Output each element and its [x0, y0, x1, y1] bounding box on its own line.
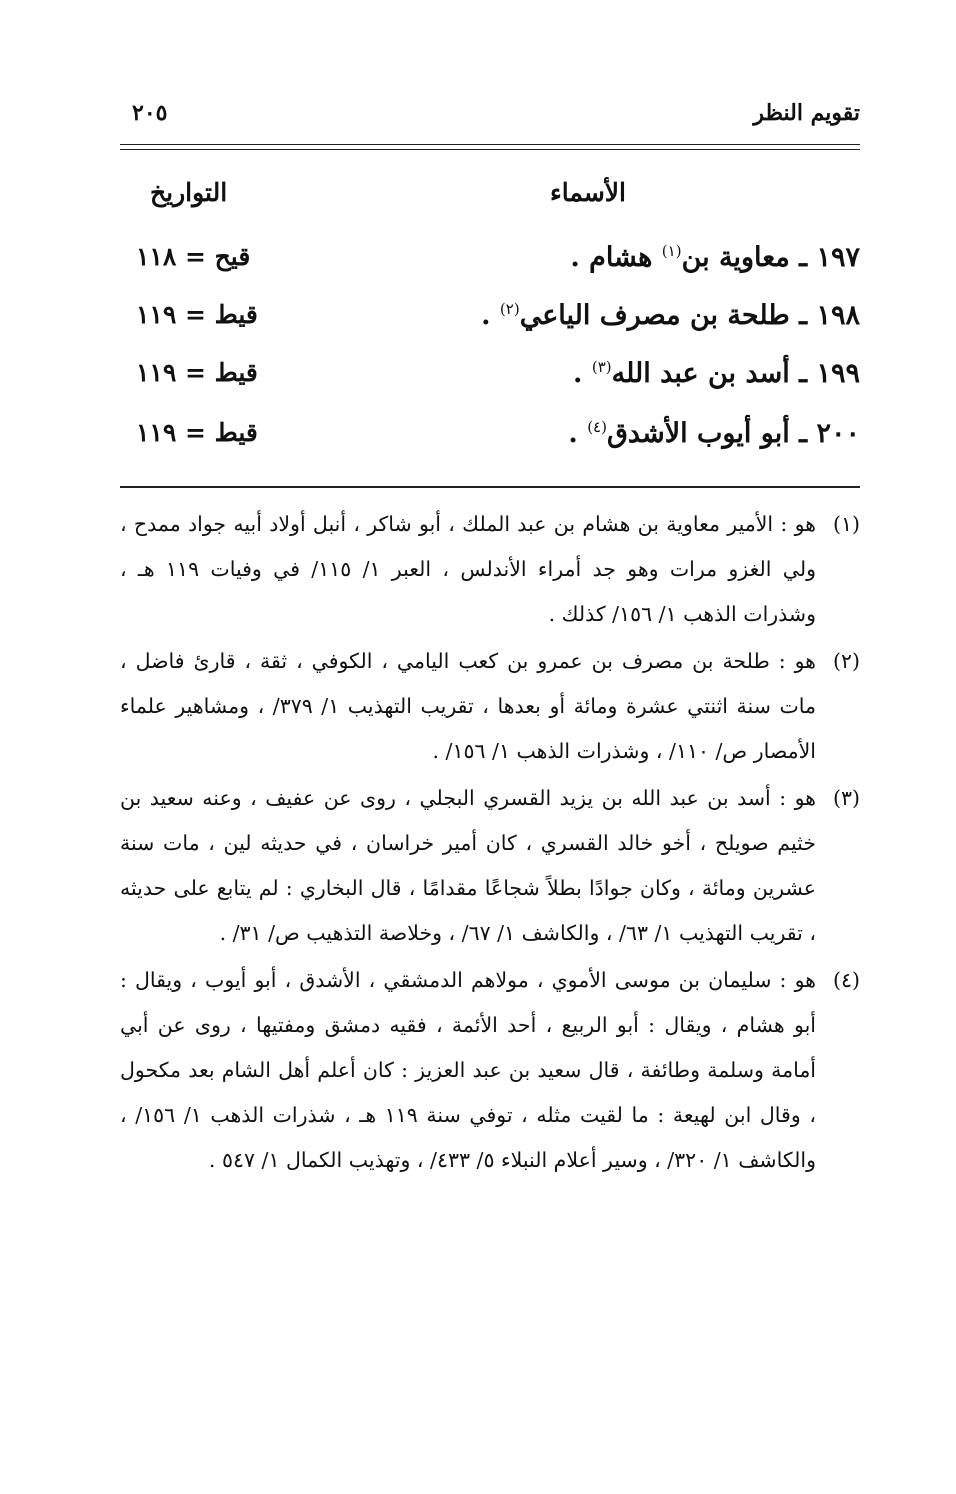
- footnote-ref[interactable]: (٢): [499, 300, 520, 318]
- entry-name: ١٩٨ ـ طلحة بن مصرف الياعي$^{(٢)}$ .: [481, 300, 860, 331]
- footnote-number: (١): [832, 512, 860, 536]
- footnote-text: هو : أسد بن عبد الله بن يزيد القسري البجلي ، روى عن عفيف ، وعنه سعيد بن خثيم صويلح ، أخو خالد القسري ، كان أمير خراسان ، في حديثه لين ، مات سنة عشرين ومائة ، وكان جوادًا بطلاً شجاعًا مقدامًا ، قال البخاري : لم يتابع على حديثه ، تقريب التهذيب ١/ ٦٣/ ، والكاشف ١/ ٦٧/ ، وخلاصة التذهيب ص/ ٣١/ .: [120, 786, 816, 945]
- entry-date: قيط = ١١٩: [136, 418, 258, 447]
- footnote-number: (٣): [832, 786, 860, 810]
- footnote-text: هو : طلحة بن مصرف بن عمرو بن كعب اليامي ، الكوفي ، ثقة ، قارئ فاضل ، مات سنة اثنتي عشرة ومائة أو بعدها ، تقريب التهذيب ١/ ٣٧٩/ ، ومشاهير علماء الأمصار ص/ ١١٠/ ، وشذرات الذهب ١/ ١٥٦/ .: [120, 649, 816, 763]
- footnote-text: هو : سليمان بن موسى الأموي ، مولاهم الدمشقي ، الأشدق ، أبو أيوب ، ويقال : أبو هشام ، ويقال : أبو الربيع ، أحد الأئمة ، فقيه دمشق ومفتيها ، روى عن أبي أمامة وسلمة وطائفة ، قال سعيد بن عبد العزيز : كان أعلم أهل الشام بعد مكحول ، وقال ابن لهيعة : ما لقيت مثله ، توفي سنة ١١٩ هـ ، شذرات الذهب ١/ ١٥٦/ ، والكاشف ١/ ٣٢٠/ ، وسير أعلام النبلاء ٥/ ٤٣٣/ ، وتهذيب الكمال ١/ ٥٤٧ .: [120, 968, 816, 1172]
- footnote: [120, 502, 860, 637]
- running-header: [120, 100, 860, 140]
- dates-column-heading: التواريخ: [150, 178, 228, 207]
- footnote: [120, 958, 860, 1183]
- entry-name: ١٩٧ ـ معاوية بن$^{(١)}$ هشام .: [570, 242, 860, 273]
- table-row: [120, 418, 860, 468]
- footnote: [120, 639, 860, 774]
- entry-name: ١٩٩ ـ أسد بن عبد الله$^{(٣)}$ .: [573, 358, 860, 389]
- footnote-ref[interactable]: (٤): [587, 418, 607, 436]
- footnote-number: (٤): [832, 968, 860, 992]
- entry-date: قيط = ١١٩: [136, 300, 258, 329]
- footnote-text: هو : الأمير معاوية بن هشام بن عبد الملك ، أبو شاكر ، أنبل أولاد أبيه جواد ممدح ، ولي الغزو مرات وهو جد أمراء الأندلس ، العبر ١/ ١١٥/ في وفيات ١١٩ هـ ، وشذرات الذهب ١/ ١٥٦/ كذلك .: [120, 512, 816, 626]
- entry-date: قيح = ١١٨: [136, 242, 251, 271]
- running-title: تقويم النظر: [753, 100, 860, 126]
- entry-name: ٢٠٠ ـ أبو أيوب الأشدق$^{(٤)}$ .: [568, 418, 860, 449]
- footnote-separator: [120, 486, 860, 488]
- footnotes: [120, 502, 860, 1185]
- footnote-ref[interactable]: (٣): [591, 358, 612, 376]
- footnote-number: (٢): [832, 649, 860, 673]
- footnote: [120, 776, 860, 956]
- table-row: [120, 242, 860, 292]
- footnote-ref[interactable]: (١): [661, 242, 682, 260]
- entry-date: قيط = ١١٩: [136, 358, 258, 387]
- names-column-heading: الأسماء: [550, 178, 626, 207]
- table-row: [120, 300, 860, 350]
- header-double-rule: [120, 144, 860, 150]
- table-row: [120, 358, 860, 408]
- page-number: ٢٠٥: [132, 100, 168, 126]
